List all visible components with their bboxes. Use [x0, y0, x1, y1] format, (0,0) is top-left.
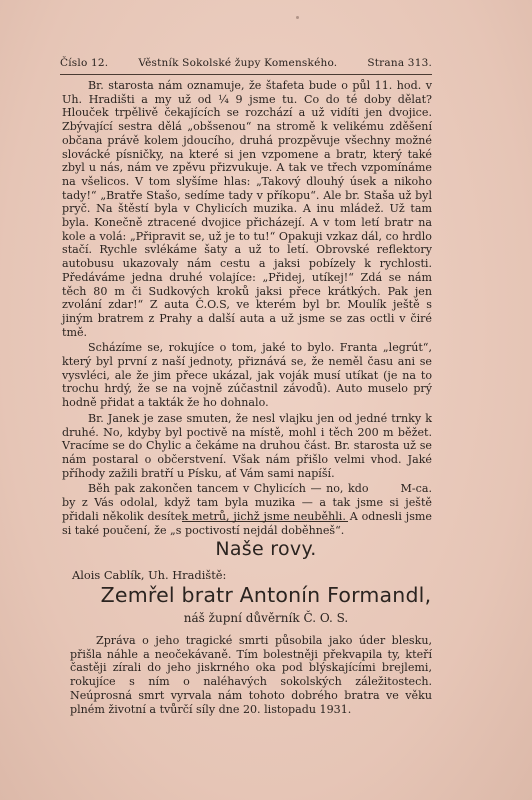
article-signature: M-ca.	[400, 482, 432, 496]
article-body	[62, 79, 432, 537]
page-number: Strana 313.	[367, 57, 432, 69]
header-rule	[60, 74, 432, 75]
journal-title: Věstník Sokolské župy Komenského.	[138, 57, 338, 69]
section-title: Naše rovy.	[215, 538, 317, 560]
running-header	[60, 57, 432, 69]
obituary-subheadline: náš župní důvěrník Č. O. S.	[183, 611, 349, 625]
obituary-paragraph: Zpráva o jeho tragické smrti působila jako úder blesku, přišla náhle a neočekávaně. Tím bolestněji překvapila ty, kteří častěji zírali do jeho jiskrného oka pod blýskajícími brejlemi, rokujíce s ním o naléhavých sokolských záležitostech. Neúprosná smrt vyrvala nám tohoto dobrého bratra ve věku plném životní a tvůrčí síly dne 20. listopadu 1931.	[70, 634, 432, 716]
article-paragraph: Br. Janek je zase smuten, že nesl vlajku jen od jedné trnky k druhé. No, kdyby byl poctivě na místě, mohl i těch 200 m běžet. Vracíme se do Chylic a čekáme na druhou část. Br. starosta už se nám postaral o občerstvení. Však nám přišlo velmi vhod. Jaké příhody zažili bratří u Písku, ať Vám sami napíší.	[62, 411, 432, 480]
obituary-headline: Zemřel bratr Antonín Formandl,	[100, 583, 432, 607]
article-paragraph-text: Běh pak zakončen tancem v Chylicích — no, kdo by z Vás odolal, když tam byla muzika — a tak jsme si ještě přidali několik desítek metrů, jichž jsme neuběhli. A odnesli jsme si také poučení, že „s poctivostí nejdál doběhneš“.	[62, 482, 432, 537]
paper-speck	[296, 16, 299, 19]
obituary-author: Alois Cablík, Uh. Hradiště:	[72, 568, 227, 582]
issue-number: Číslo 12.	[60, 57, 109, 69]
article-paragraph: Scházíme se, rokujíce o tom, jaké to bylo. Franta „legrút“, který byl první z naší jednoty, přiznává se, že neměl času ani se vysvléci, ale že jim přece ukázal, jak voják musí utíkat (je na to trochu hrdý, že se na vojně zúčastnil závodů). Auto muselo prý hodně přidat a takták že ho dohnalo.	[62, 341, 432, 410]
obituary-body	[70, 634, 432, 716]
section-divider	[182, 521, 348, 522]
article-paragraph	[62, 482, 432, 537]
article-paragraph: Br. starosta nám oznamuje, že štafeta bude o půl 11. hod. v Uh. Hradišti a my už od ¼ 9 jsme tu. Co do té doby dělat? Hlouček trpělivě čekajících se rozchází a už vidíti jen dvojice. Zbývající sestra dělá „obšsenou“ na stromě k velikému zděšení občana právě kolem jdoucího, druhá prozpěvuje všechny možné slovácké písničky, na které si jen vzpomene a bratr, který také zbyl u nás, nám ve zpěvu přizvukuje. A tak ve třech vzpomínáme na všelicos. V tom slyšíme hlas: „Takový dlouhý úsek a nikoho tady!“ „Bratře Stašo, sedíme tady v příkopu“. Ale br. Staša už byl pryč. Na štěstí byla v Chylicích muzika. A inu mládež. Už tam byla. Konečně ztracené dvojice přicházejí. A v tom letí bratr na kole a volá: „Připravit se, už je to tu!“ Opakuji vzkaz dál, co hrdlo stačí. Rychle svlékáme šaty a už to letí. Obrovské reflektory autobusu ukazovaly nám cestu a jaksi pobízely k rychlosti. Předáváme jedna druhé volajíce: „Přidej, utíkej!“ Zdá se nám těch 80 m či Sudkových kroků jaksi přece krátkých. Pak jen zvolání zdar!“ Z auta Č.O.S, ve kterém byl br. Moulík ještě s jiným bratrem z Prahy a další auta a už jsme se zas octli v čiré tmě.	[62, 79, 432, 339]
